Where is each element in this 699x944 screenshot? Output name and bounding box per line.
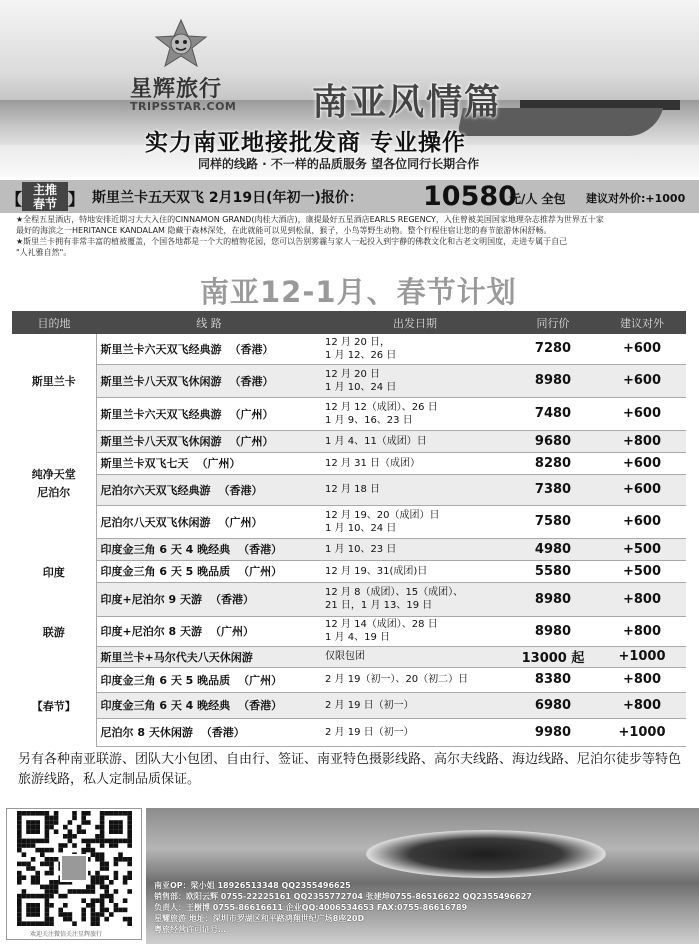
departure-dates-cell — [322, 718, 508, 746]
header-peer-price: 同行价 — [508, 311, 598, 334]
route-city: （香港） — [238, 543, 283, 556]
suggested-price-cell: +600 — [598, 334, 686, 364]
section-title: 南亚12-1月、春节计划 — [200, 275, 517, 309]
suggested-price-cell: +600 — [598, 505, 686, 538]
destination-label: 斯里兰卡 — [31, 375, 76, 388]
peer-price-cell: 7480 — [508, 397, 598, 430]
note-line: "人礼雅自然"。 — [16, 248, 72, 257]
peer-price-cell: 8980 — [508, 616, 598, 646]
route-cell — [96, 430, 322, 452]
peer-price-cell: 8380 — [508, 667, 598, 692]
peer-price-cell: 6980 — [508, 692, 598, 718]
suggested-price-cell: +600 — [598, 474, 686, 505]
route-city: （广州） — [229, 407, 274, 421]
star-mascot-logo-icon — [152, 18, 210, 70]
route-name: 印度金三角 6 天 4 晚经典 — [100, 543, 231, 556]
contact-line: 粤旅经营许可证号… — [154, 925, 226, 934]
departure-date-line: 1 月 10、23 日 — [325, 543, 397, 555]
route-name: 尼泊尔 8 天休闲游 — [100, 726, 193, 739]
table-body — [12, 334, 686, 746]
destination-label: 【春节】 — [31, 699, 76, 713]
destination-cell — [12, 334, 96, 430]
route-cell — [96, 538, 322, 560]
route-city: （香港） — [229, 342, 274, 356]
route-name: 印度+尼泊尔 9 天游 — [100, 593, 203, 606]
departure-date-line: 12 月 20 日， — [325, 336, 390, 348]
table-row — [12, 430, 686, 452]
route-cell — [96, 582, 322, 616]
departure-dates-cell — [322, 334, 508, 364]
suggested-price-cell: +1000 — [598, 718, 686, 746]
destination-cell — [12, 430, 96, 538]
peer-price-cell: 9980 — [508, 718, 598, 746]
contact-line: 南亚OP：梁小姐 18926513348 QQ2355496625 — [154, 881, 351, 890]
route-city: （广州） — [210, 625, 255, 638]
peer-price-cell: 13000 起 — [508, 646, 598, 667]
table-row — [12, 560, 686, 582]
destination-label: 联游 — [42, 625, 65, 639]
suggested-price-cell: +500 — [598, 538, 686, 560]
table-row — [12, 692, 686, 718]
departure-date-line: 1 月 12、26 日 — [325, 349, 397, 361]
route-name: 斯里兰卡六天双飞经典游 — [100, 342, 222, 356]
header-suggested-price: 建议对外 — [598, 311, 686, 334]
route-cell — [96, 560, 322, 582]
badge-line-1: 主推 — [32, 183, 57, 197]
hero-tagline: 同样的线路 · 不一样的品质服务 望各位同行长期合作 — [198, 157, 480, 171]
departure-dates-cell — [322, 474, 508, 505]
table-row — [12, 718, 686, 746]
departure-dates-cell — [322, 582, 508, 616]
route-name: 尼泊尔八天双飞休闲游 — [100, 515, 211, 529]
wechat-qr-code — [6, 808, 142, 940]
departure-date-line: 12 月 20 日 — [325, 368, 380, 380]
route-cell — [96, 364, 322, 397]
table-row — [12, 364, 686, 397]
suggested-price-cell: +600 — [598, 397, 686, 430]
table-row — [12, 397, 686, 430]
route-city: （广州） — [238, 565, 283, 578]
table-row — [12, 505, 686, 538]
contact-line: 星耀旅游 地址：深圳市罗湖区和平路鸿翔世纪广场8座20D — [154, 914, 365, 923]
promo-notes — [16, 214, 696, 258]
route-cell — [96, 692, 322, 718]
note-line: ★全程五星酒店，特地安排近期习大大入住的CINNAMON GRAND(肉桂大酒店)，康提最好五星酒店EARLS REGENCY，入住曾被美国国家地理杂志推荐为世界五十家 — [16, 215, 604, 224]
departure-date-line: 12 月 12（成团）、26 日 — [325, 401, 438, 413]
destination-label — [12, 582, 96, 596]
departure-dates-cell — [322, 397, 508, 430]
destination-label — [12, 596, 96, 610]
note-line: ★斯里兰卡拥有非常丰富的植被覆盖，个国各地都是一个大的植物花园，您可以告别雾霾与家人一起投入到宇静的佛教文化和古老文明国度，走进专属于自己 — [16, 237, 568, 246]
table-row — [12, 452, 686, 474]
departure-date-line: 1 月 4、11（成团）日 — [325, 435, 427, 447]
peer-price-cell: 5580 — [508, 560, 598, 582]
departure-date-line: 12 月 19、31(成团)日 — [325, 565, 428, 577]
badge-line-2: 春节 — [32, 197, 57, 211]
departure-date-line: 12 月 8（成团）、15（成团）、 — [325, 587, 464, 598]
route-cell — [96, 334, 322, 364]
promo-badge — [6, 182, 86, 211]
suggested-price-cell: +600 — [598, 452, 686, 474]
route-name: 斯里兰卡双飞七天 — [100, 457, 189, 470]
departure-date-line: 1 月 9、16、23 日 — [325, 414, 413, 426]
island-shape — [366, 830, 606, 878]
route-city: （广州） — [196, 457, 241, 470]
header-departure-dates: 出发日期 — [322, 311, 508, 334]
table-header-row — [12, 311, 686, 334]
departure-date-line: 2 月 19（初一）、20（初二）日 — [325, 674, 469, 685]
contact-line: 负责人：王樹博 0755-86616611 企业QQ:4006534653 FAX:0755-86616789 — [154, 903, 468, 912]
departure-date-line: 2 月 19 日（初一） — [325, 726, 414, 738]
departure-dates-cell — [322, 560, 508, 582]
peer-price-cell: 9680 — [508, 430, 598, 452]
route-name: 印度金三角 6 天 5 晚品质 — [100, 565, 231, 578]
suggested-price-cell: +500 — [598, 560, 686, 582]
route-city: （香港） — [229, 374, 274, 388]
more-routes-text: 另有各种南亚联游、团队大小包团、自由行、签证、南亚特色摄影线路、高尔夫线路、海边线路、尼泊尔徒步等特色旅游线路，私人定制品质保证。 — [18, 752, 682, 787]
table-row — [12, 616, 686, 646]
hero-title: 南亚风情篇 — [312, 82, 503, 123]
departure-date-line: 21 日，1 月 13、19 日 — [325, 600, 433, 611]
route-cell — [96, 474, 322, 505]
departure-dates-cell — [322, 667, 508, 692]
suggested-price-cell: +1000 — [598, 646, 686, 667]
suggested-price-cell: +800 — [598, 430, 686, 452]
departure-dates-cell — [322, 505, 508, 538]
peer-price-cell: 8280 — [508, 452, 598, 474]
route-name: 印度金三角 6 天 5 晚品质 — [100, 673, 231, 687]
route-city: （香港） — [210, 593, 255, 606]
table-row — [12, 334, 686, 364]
contact-info — [154, 880, 532, 935]
route-cell — [96, 667, 322, 692]
departure-dates-cell — [322, 692, 508, 718]
table-row — [12, 538, 686, 560]
suggested-price-cell: +800 — [598, 692, 686, 718]
peer-price-cell: 8980 — [508, 582, 598, 616]
route-cell — [96, 452, 322, 474]
departure-dates-cell — [322, 430, 508, 452]
note-line: 最好的海滨之一HERITANCE KANDALAM 隐藏于森林深处，在此就能可以见到松鼠，猴子，小鸟等野生动物。整个行程住宿让您的春节旅游休闲舒畅。 — [16, 226, 552, 235]
route-city: （香港） — [238, 699, 283, 712]
promo-price: 10580 — [423, 181, 517, 212]
departure-dates-cell — [322, 616, 508, 646]
route-cell — [96, 718, 322, 746]
departure-date-line: 1 月 4、19 日 — [325, 632, 390, 643]
peer-price-cell: 7580 — [508, 505, 598, 538]
departure-dates-cell — [322, 452, 508, 474]
route-city: （广州） — [229, 435, 274, 448]
route-name: 尼泊尔六天双飞经典游 — [100, 483, 211, 497]
destination-cell — [12, 667, 96, 746]
route-name: 斯里兰卡六天双飞经典游 — [100, 407, 222, 421]
itinerary-table — [12, 311, 686, 747]
qr-code-icon — [7, 809, 141, 929]
route-city: （香港） — [200, 726, 245, 739]
promo-bar — [0, 180, 699, 213]
destination-label: 尼泊尔 — [37, 486, 71, 499]
route-name: 斯里兰卡八天双飞休闲游 — [100, 435, 222, 448]
departure-dates-cell — [322, 538, 508, 560]
route-city: （香港） — [218, 483, 263, 497]
table-row — [12, 474, 686, 505]
suggested-price-cell: +800 — [598, 616, 686, 646]
departure-dates-cell — [322, 646, 508, 667]
peer-price-cell: 8980 — [508, 364, 598, 397]
route-name: 斯里兰卡八天双飞休闲游 — [100, 374, 222, 388]
departure-date-line: 1 月 10、24 日 — [325, 381, 397, 393]
route-name: 印度+尼泊尔 8 天游 — [100, 625, 203, 638]
route-cell — [96, 397, 322, 430]
suggested-price-cell: +600 — [598, 364, 686, 397]
peer-price-cell: 4980 — [508, 538, 598, 560]
departure-dates-cell — [322, 364, 508, 397]
route-name: 印度金三角 6 天 4 晚经典 — [100, 699, 231, 712]
departure-date-line: 12 月 14（成团）、28 日 — [325, 619, 438, 630]
peer-price-cell: 7280 — [508, 334, 598, 364]
route-cell — [96, 616, 322, 646]
badge-bracket-close: 】 — [68, 190, 85, 209]
departure-date-line: 12 月 31 日（成团） — [325, 457, 420, 469]
header-destination: 目的地 — [12, 311, 96, 334]
qr-caption: 欢迎关注微信关注星辉旅行 — [30, 931, 103, 938]
departure-date-line: 12 月 18 日 — [325, 484, 380, 495]
brand-name-en: TRIPSSTAR.COM — [130, 100, 237, 113]
promo-text: 斯里兰卡五天双飞 2月19日(年初一)报价： — [92, 190, 363, 206]
route-city: （广州） — [218, 515, 263, 529]
brand-name-cn: 星辉旅行 — [130, 77, 223, 102]
hero-subtitle: 实力南亚地接批发商 专业操作 — [145, 130, 467, 156]
route-city: （广州） — [238, 673, 283, 687]
destination-label — [12, 610, 96, 624]
table-row — [12, 667, 686, 692]
departure-date-line: 2 月 19 日（初一） — [325, 699, 414, 711]
departure-date-line: 12 月 19、20（成团）日 — [325, 509, 440, 521]
table-row — [12, 582, 686, 616]
destination-cell — [12, 538, 96, 667]
suggested-price-cell: +800 — [598, 582, 686, 616]
departure-date-line: 1 月 10、24 日 — [325, 522, 397, 534]
destination-label: 纯净天堂 — [31, 468, 76, 481]
badge-box — [22, 182, 68, 211]
departure-date-line: 仅限包团 — [325, 651, 365, 662]
suggested-price-cell: +800 — [598, 667, 686, 692]
table-row — [12, 646, 686, 667]
promo-suggest-price: 建议对外价:+1000 — [586, 192, 686, 205]
promo-unit: 元/人 全包 — [509, 192, 566, 206]
route-cell — [96, 505, 322, 538]
badge-bracket-open: 【 — [6, 190, 23, 209]
peer-price-cell: 7380 — [508, 474, 598, 505]
destination-label: 印度 — [42, 565, 65, 579]
header-route: 线 路 — [96, 311, 322, 334]
contact-line: 销售部：欧阳云辉 0755-22225161 QQ2355772704 张建坤0755-86516622 QQ2355496627 — [154, 892, 532, 901]
route-cell — [96, 646, 322, 667]
route-name: 斯里兰卡+马尔代夫八天休闲游 — [100, 650, 253, 664]
